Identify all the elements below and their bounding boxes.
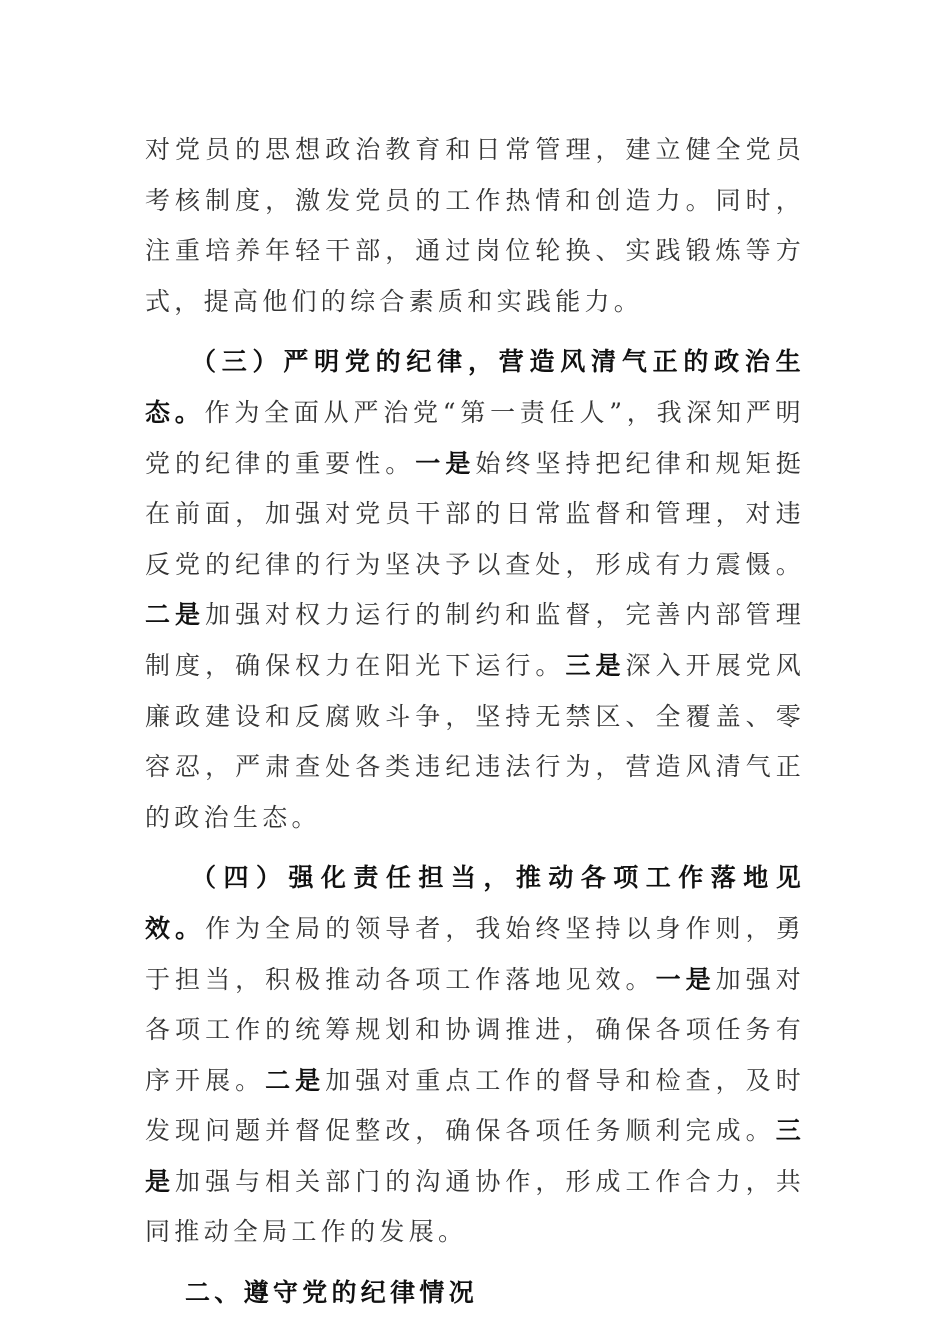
paragraph-continuation [145,125,805,327]
paragraph-text: 作为全面从严治党“第一责任人”，我深知严明党的纪律的重要性。 [145,397,805,478]
paragraph-text: 加强对各项工作的统筹规划和协调推进，确保各项任务有序开展。 [145,964,806,1095]
point-two-label: 二是 [265,1065,326,1095]
paragraph-text: 加强与相关部门的沟通协作，形成工作合力，共同推动全局工作的发展。 [145,1166,805,1247]
document-page [145,125,805,1319]
point-three-label: 三是 [565,650,626,680]
point-one-label: 一是 [415,448,476,478]
paragraph-text: 对党员的思想政治教育和日常管理，建立健全党员考核制度，激发党员的工作热情和创造力。同时，注重培养年轻干部，通过岗位轮换、实践锻炼等方式，提高他们的综合素质和实践能力。 [145,135,805,316]
paragraph-text: 作为全局的领导者，我始终坚持以身作则，勇于担当，积极推动各项工作落地见效。 [145,913,805,994]
point-two-label: 二是 [145,600,206,630]
paragraph-section-four [145,853,805,1258]
paragraph-text: 始终坚持把纪律和规矩挺在前面，加强对党员干部的日常监督和管理，对违反党的纪律的行为坚决予以查处，形成有力震慑。 [145,448,805,579]
paragraph-text: 加强对重点工作的督导和检查，及时发现问题并督促整改，确保各项任务顺利完成。 [145,1065,806,1146]
section-four-title: （四）强化责任担当，推动各项工作落地见效。 [145,863,805,943]
paragraph-text: 深入开展党风廉政建设和反腐败斗争，坚持无禁区、全覆盖、零容忍，严肃查处各类违纪违法行为，营造风清气正的政治生态。 [145,650,805,832]
section-three-title: （三）严明党的纪律，营造风清气正的政治生态。 [145,347,805,427]
point-one-label: 一是 [655,964,716,994]
point-three-label: 三是 [145,1116,805,1196]
section-heading: 二、遵守党的纪律情况 [185,1278,479,1308]
paragraph-text: 加强对权力运行的制约和监督，完善内部管理制度，确保权力在阳光下运行。 [145,600,805,680]
paragraph-section-three [145,337,805,843]
